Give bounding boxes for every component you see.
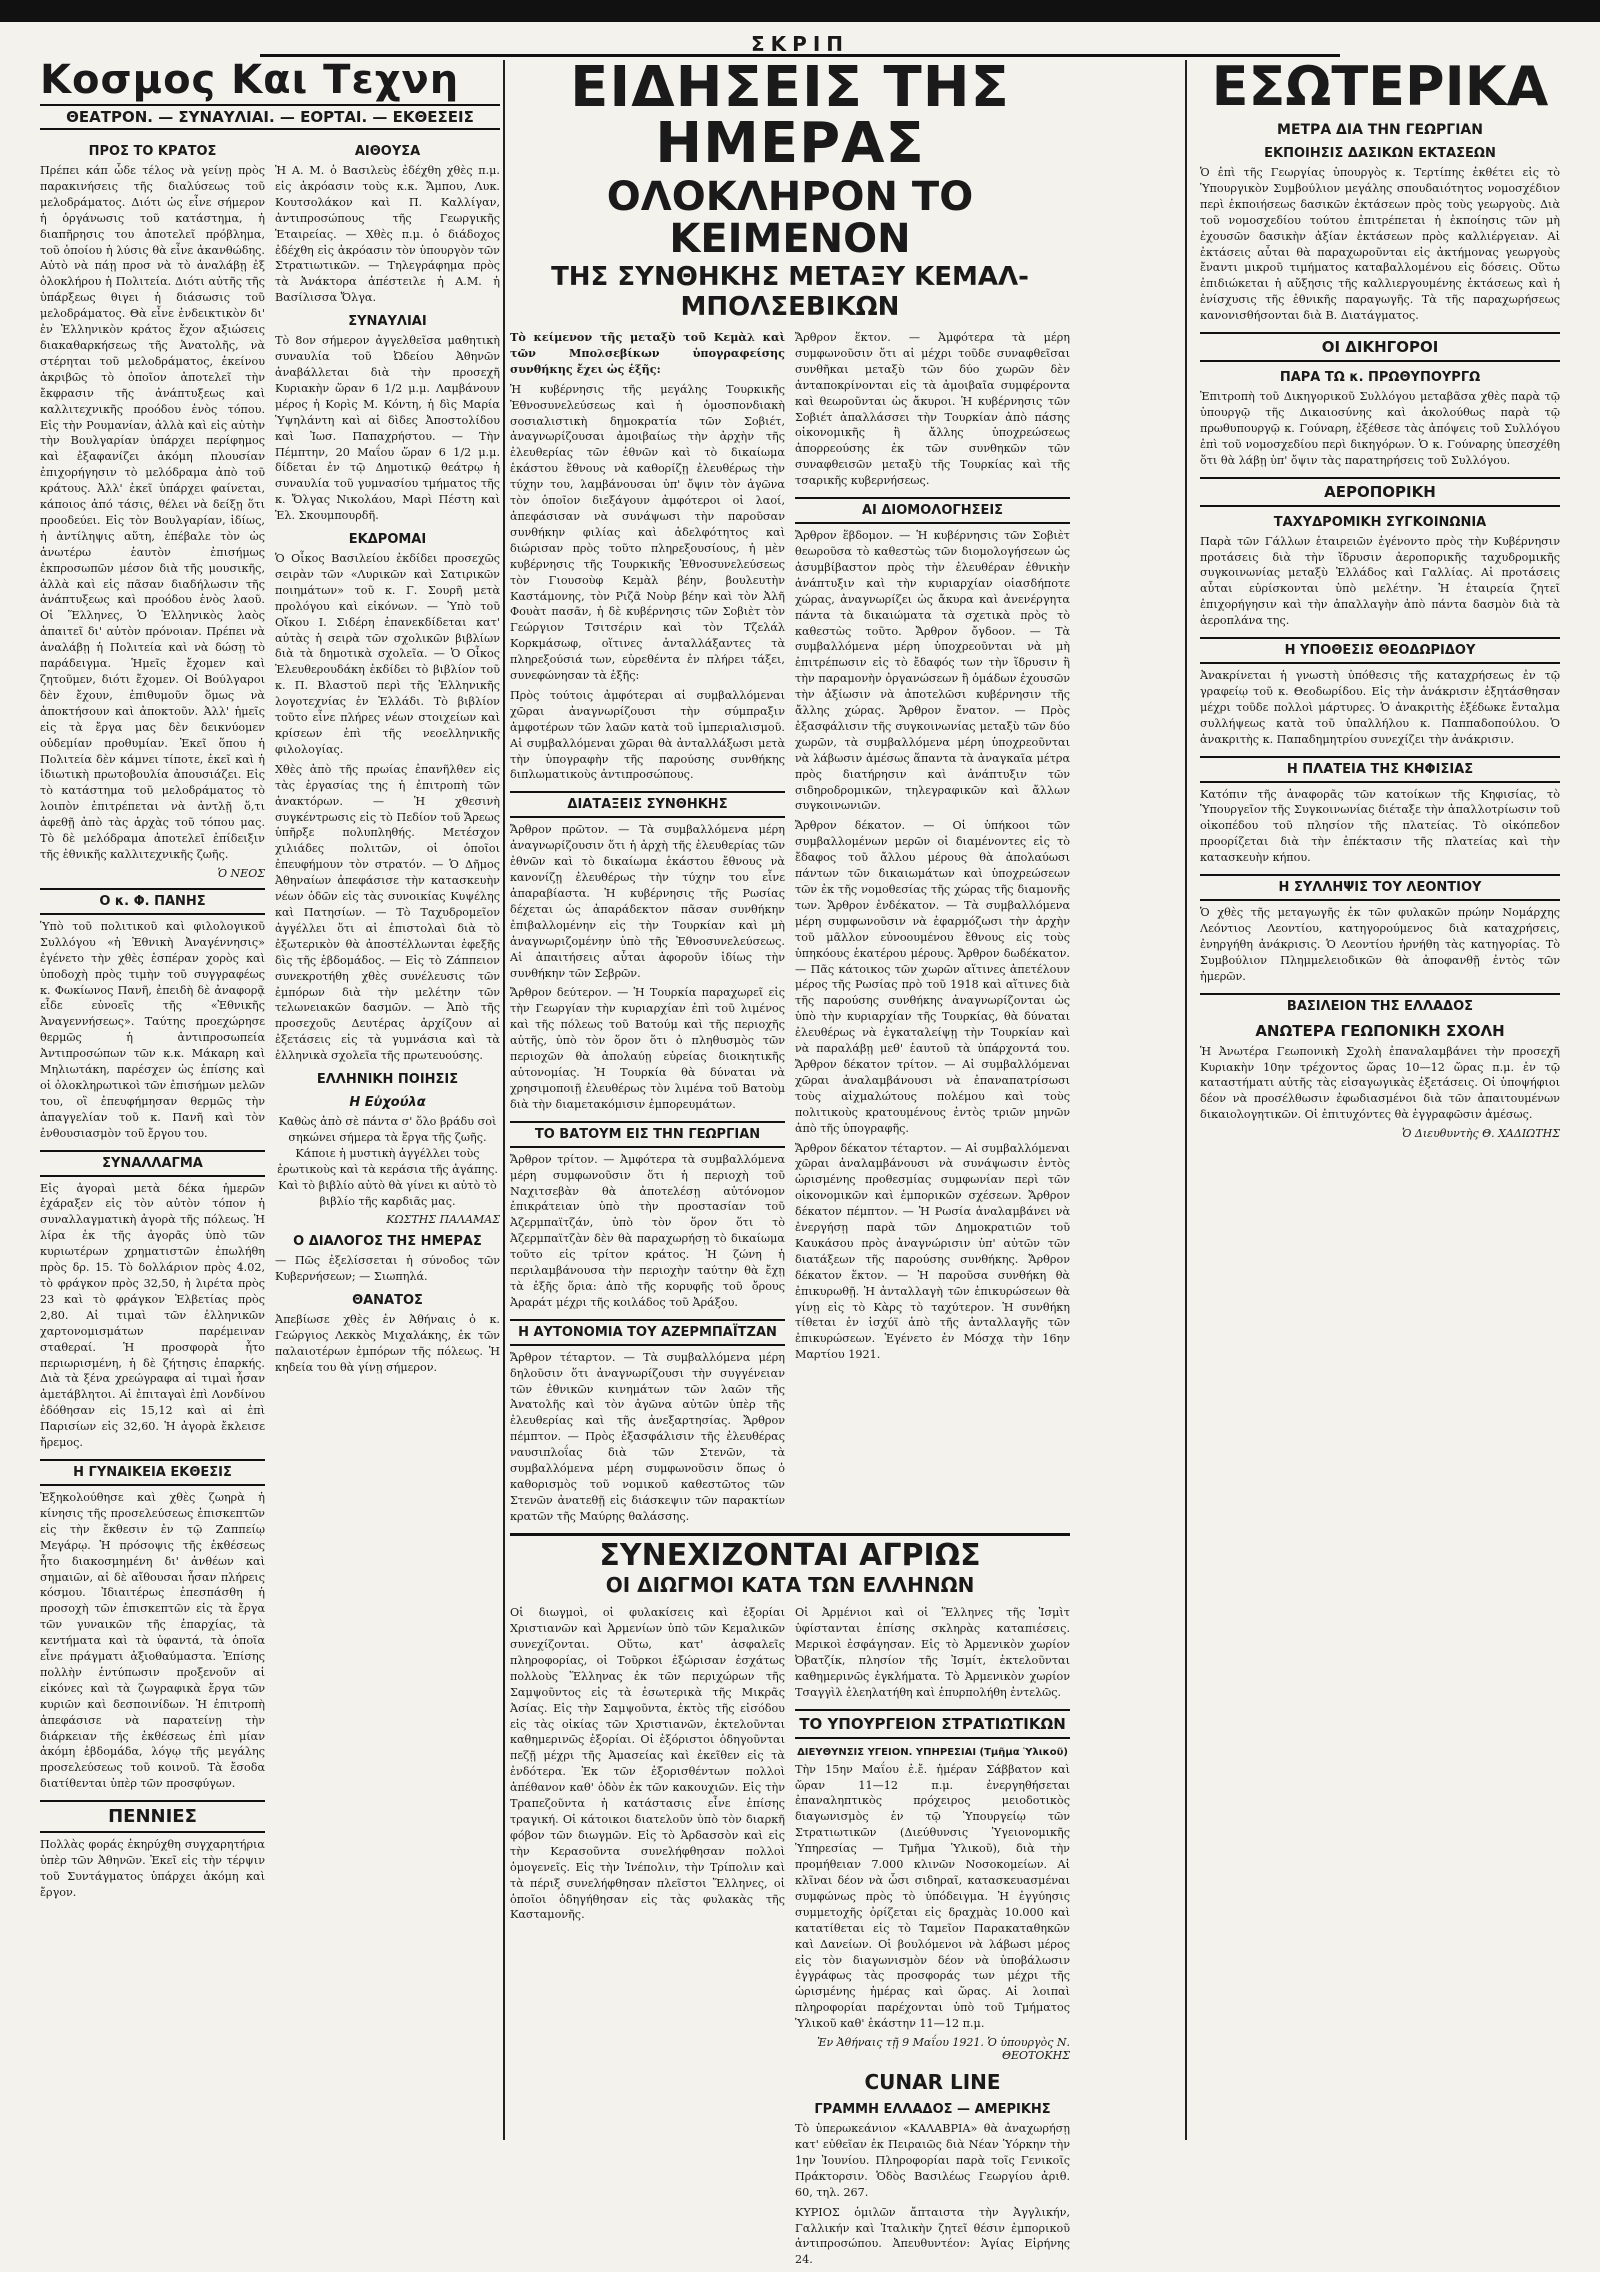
- article-body: Κατόπιν τῆς ἀναφορᾶς τῶν κατοίκων τῆς Κηφισίας, τὸ Ὑπουργεῖον τῆς Συγκοινωνίας διέταξε τὴν ἀπαλλοτρίωσιν τοῦ οἰκοπέδου τοῦ πλησίον τῆς πλατείας. Τὸ οἰκόπεδον προορίζεται διὰ τὴν ἐπέκτασιν τῆς πλατείας καὶ τὴν κατασκευὴν κήπου.: [1200, 787, 1560, 865]
- article-body: Πρὸς τούτοις ἀμφότεραι αἱ συμβαλλόμεναι χῶραι ἀναγνωρίζουσι τὴν σύμπραξιν ἀμφοτέρων τῶν λαῶν κατὰ τοῦ ἱμπεριαλισμοῦ. Αἱ συμβαλλόμεναι χῶραι θὰ ἀνταλλάξωσι μετὰ τὴν ὑπογραφὴν τῆς παρούσης συνθήκης διπλωματικοὺς ἀντιπροσώπους.: [510, 688, 785, 782]
- article-heading: ΔΙΑΤΑΞΕΙΣ ΣΥΝΘΗΚΗΣ: [510, 791, 785, 818]
- article-heading: ΕΚΔΡΟΜΑΙ: [348, 532, 427, 548]
- column-kosmos-kai-techni: [40, 57, 500, 2140]
- article-heading: Ο κ. Φ. ΠΑΝΗΣ: [40, 888, 265, 915]
- signature: Ἐν Ἀθήναις τῇ 9 Μαΐου 1921. Ὁ ὑπουργὸς Ν. ΘΕΟΤΟΚΗΣ: [817, 2036, 1070, 2063]
- article-body: Παρὰ τῶν Γάλλων ἐταιρειῶν ἐγένοντο πρὸς τὴν Κυβέρνησιν προτάσεις διὰ τὴν ἵδρυσιν ἀεροπορικῆς ταχυδρομικῆς συγκοινωνίας μεταξὺ Ἑλλάδος καὶ Γαλλίας. Αἱ προτάσεις αὗται εὑρίσκονται ὑπὸ μελέτην. Ἡ ἑταιρεία ζητεῖ ἐπιχορήγησιν καὶ τὴν ἀπαλλαγὴν ἀπὸ πάντα δασμὸν διὰ τὰ ἀεροπλάνα της.: [1200, 534, 1560, 628]
- column-rule: [1185, 60, 1187, 2140]
- subheadline: ΟΙ ΔΙΩΓΜΟΙ ΚΑΤΑ ΤΩΝ ΕΛΛΗΝΩΝ: [605, 1573, 975, 1598]
- subcolumn-right: [275, 136, 500, 1905]
- article-body: Ὑπὸ τοῦ πολιτικοῦ καὶ φιλολογικοῦ Συλλόγου «ἡ Ἐθνικὴ Ἀναγέννησις» ἐγένετο τὴν χθὲς ἑσπέραν χορὸς καὶ ὑποδοχὴ πρὸς τιμὴν τοῦ συγγραφέως κ. Φωκίωνος Πανῆ, ἐπειδὴ δὲ ἀναφορᾷ εἶδε εὐνοεῖς τῆς «Ἐθνικῆς Ἀναγεννήσεως». Ταύτης προεχώρησε θερμῶς ἡ ἀντιπροσωπεία Ἀντιπροσώπων τῶν κ.κ. Μάκαρη καὶ Μηλιωτάκη, παρέσχεν ὡς ἐπίσης καὶ οἱ ὀλοκληρωτικοὶ τῶν ἐπισήμων μελῶν του, οἳ ἐπευφήμησαν θερμῶς τὴν ἀπαγγελίαν τοῦ κ. Πανῆ καὶ τὸν ἐνθουσιασμὸν τοῦ ἔργου του.: [40, 919, 265, 1140]
- article-body: Ἄρθρον ἕβδομον. — Ἡ κυβέρνησις τῶν Σοβιὲτ θεωροῦσα τὸ καθεστὼς τῶν διομολογήσεων ὡς ἀσυμβίβαστον πρὸς τὴν ἐλευθέραν ἐθνικὴν ἀνάπτυξιν καὶ τὴν κυριαρχίαν οἱασδήποτε χώρας, ἀναγνωρίζει ὡς ἄκυρα καὶ ἀνενέργητα πάντα τὰ δικαιώματα τὰ σχετικὰ πρὸς τὸ καθεστὼς τοῦτο. Ἄρθρον ὄγδοον. — Τὰ συμβαλλόμενα μέρη ὑποχρεοῦνται νὰ μὴ ἐπιτρέπωσιν εἰς τὸ ἔδαφός των τὴν ἵδρυσιν ἢ τὴν παραμονὴν ὀργανώσεων ἢ ὁμάδων ἐχουσῶν τὴν ἀξίωσιν νὰ ἀποτελῶσι κυβέρνησιν τῆς ἄλλης χώρας. Ἄρθρον ἔνατον. — Πρὸς ἐξασφάλισιν τῆς συγκοινωνίας μεταξὺ τῶν δύο χωρῶν, τὰ συμβαλλόμενα μέρη ὑποχρεοῦνται νὰ λάβωσιν ἀμέσως ἅπαντα τὰ ἀναγκαῖα μέτρα πρὸς διατήρησιν καὶ ἀνάπτυξιν τῶν σιδηροδρομικῶν, τηλεγραφικῶν καὶ ἄλλων συγκοινωνιῶν.: [795, 529, 1070, 813]
- article-body: — Πῶς ἐξελίσσεται ἡ σύνοδος τῶν Κυβερνήσεων; — Σιωπηλά.: [275, 1254, 500, 1284]
- column-eidiseis: [510, 55, 1070, 2267]
- article-body: Ἡ Α. Μ. ὁ Βασιλεὺς ἐδέχθη χθὲς π.μ. εἰς ἀκρόασιν τοὺς κ.κ. Ἄμπου, Λυκ. Κουτσολάκον καὶ Π. Καλλίγαν, ἀντιπροσώπους τῆς Γεωργικῆς Ἑταιρείας. — Χθὲς π.μ. ὁ διάδοχος ἐδέχθη εἰς ἀκρόασιν τὸν ὑπουργὸν τῶν Στρατιωτικῶν. — Τηλεγράφημα πρὸς τὰ Ἀνάκτορα ἀπέστειλε ἡ Α.Μ. ἡ Βασίλισσα Ὄλγα.: [275, 164, 500, 305]
- article-heading: ΑΙ ΔΙΟΜΟΛΟΓΗΣΕΙΣ: [795, 497, 1070, 524]
- article-body: Οἱ Ἀρμένιοι καὶ οἱ Ἕλληνες τῆς Ἰσμὶτ ὑφίστανται ἐπίσης σκληρὰς καταπιέσεις. Μερικοὶ ἐσφάγησαν. Εἰς τὸ Ἀρμενικὸν χωρίον Ὀβατζίκ, πλησίον τῆς Ἰσμίτ, ἐκτελοῦνται καθημερινῶς ἐγκλήματα. Τὸ Ἀρμενικὸν χωρίον Τσαγγὶλ ἐλεηλατήθη καὶ ἐπυρπολήθη ἐντελῶς.: [795, 1606, 1070, 1699]
- two-column-block: [510, 330, 1070, 1529]
- article-body: Τὸ 8ον σήμερον ἀγγελθεῖσα μαθητικὴ συναυλία τοῦ Ὠδείου Ἀθηνῶν ἀναβάλλεται διὰ τὴν προσεχῆ Κυριακὴν ὥραν 6 1/2 μ.μ. Λαμβάνουν μέρος ἡ Κορὶς Μ. Κόντη, ἡ δὶς Μαρία Ὑψηλάντη καὶ αἱ δὶδες Ἀποστολίδου καὶ Ἰωσ. Παπαχρήστου. — Τὴν Πέμπτην, 20 Μαΐου ὥραν 6 1/2 μ.μ. δίδεται ἐν τῷ Δημοτικῷ θεάτρῳ ἡ συναυλία τοῦ γυμνασίου τμήματος τῆς κ. Ὄλγας Νικολάου, Μαρὶ Πέστη καὶ Ἑλ. Σκουμπουρδῆ.: [275, 334, 500, 523]
- article-heading: Η ΓΥΝΑΙΚΕΙΑ ΕΚΘΕΣΙΣ: [40, 1459, 265, 1486]
- article-heading: Η ΥΠΟΘΕΣΙΣ ΘΕΟΔΩΡΙΔΟΥ: [1200, 637, 1560, 664]
- article-heading: Η ΣΥΛΛΗΨΙΣ ΤΟΥ ΛΕΟΝΤΙΟΥ: [1200, 874, 1560, 901]
- signature: Ὁ Διευθυντὴς Θ. ΧΑΔΙΩΤΗΣ: [1401, 1127, 1560, 1141]
- advert-title: CUNAR LINE: [864, 2070, 1001, 2095]
- article-body: Τὴν 15ην Μαΐου ἐ.ἔ. ἡμέραν Σάββατον καὶ ὥραν 11—12 π.μ. ἐνεργηθήσεται ἐπαναληπτικὸς πρόχειρος μειοδοτικὸς διαγωνισμὸς ἐν τῷ Ὑπουργείῳ τῶν Στρατιωτικῶν (Διεύθυνσις Ὑγειονομικῆς Ὑπηρεσίας — Τμῆμα Ὑλικοῦ), διὰ τὴν προμήθειαν 7.000 κλινῶν Νοσοκομείων. Αἱ κλῖναι δέον νὰ ὦσι σιδηραῖ, κατασκευασμέναι συμφώνως πρὸς τὸ ὑπόδειγμα. Ἡ ἐγγύησις συμμετοχῆς ὁρίζεται εἰς δραχμὰς 10.000 καὶ κατατίθεται εἰς τὸ Ταμεῖον Παρακαταθηκῶν καὶ Δανείων. Οἱ βουλόμενοι νὰ λάβωσι μέρος εἰς τὸν διαγωνισμὸν δέον νὰ ὑποβάλωσιν ἐγγράφως τὰς προσφοράς των μέχρι τῆς ὡρισμένης ἡμέρας καὶ ὥρας. Αἱ λοιπαὶ πληροφορίαι παρέχονται ὑπὸ τοῦ Τμήματος Ὑλικοῦ καθ' ἑκάστην 11—12 π.μ.: [795, 1762, 1070, 2031]
- article-heading: Η ΠΛΑΤΕΙΑ ΤΗΣ ΚΗΦΙΣΙΑΣ: [1200, 756, 1560, 783]
- article-body: Ἀπεβίωσε χθὲς ἐν Ἀθήναις ὁ κ. Γεώργιος Λεκκὸς Μιχαλάκης, ἐκ τῶν παλαιοτέρων ἐμπόρων τῆς πόλεως. Ἡ κηδεία του θὰ γίνῃ σήμερον.: [275, 1313, 500, 1374]
- article-heading: ΕΛΛΗΝΙΚΗ ΠΟΙΗΣΙΣ: [316, 1072, 459, 1088]
- article-body: Ἡ κυβέρνησις τῆς μεγάλης Τουρκικῆς Ἐθνοσυνελεύσεως καὶ ἡ ὁμοσπονδιακὴ σοσιαλιστικὴ δημοκρατία τῶν Σοβιέτ, ἀναγνωρίζουσαι ἀμοιβαίως τὴν ἀρχὴν τῆς ἐλευθερίας τῶν ἐθνῶν καὶ τὸ δικαίωμα ἑκάστου ἔθνους νὰ καθορίζῃ ἐλευθέρως τὴν τύχην του, λαμβάνουσαι ὑπ' ὄψιν τὸν ἀγῶνα τὸν ὁποῖον διεξάγουν ἀμφότεροι οἱ λαοί, ἀπεφάσισαν νὰ συνάψωσι τὴν παροῦσαν συνθήκην φιλίας καὶ ἀδελφότητος καὶ διώρισαν πρὸς τοῦτο πληρεξουσίους, ἡ μὲν κυβέρνησις τῆς Τουρκικῆς Ἐθνοσυνελεύσεως τὸν Γιουσοὺφ Κεμὰλ βέην, βουλευτὴν Καστάμονης, τὸν Ριζᾶ Νοὺρ βέην καὶ τὸν Ἀλῆ Φουὰτ πασᾶν, ἡ δὲ κυβέρνησις τῶν Σοβιὲτ τὸν Γεώργιον Τσιτσέριν καὶ τὸν Τζελάλ Κορκμάσωφ, οἵτινες ἀνταλλάξαντες τὰ πληρεξούσιά των, εὑρεθέντα ἐν πλήρει τάξει, συνεφώνησαν τὰ ἑξῆς:: [510, 382, 785, 683]
- top-black-bar: [0, 0, 1600, 22]
- subcolumn-left: [40, 136, 265, 1905]
- section-title: ΕΙΔΗΣΕΙΣ ΤΗΣ ΗΜΕΡΑΣ: [570, 55, 1010, 176]
- article-heading: ΣΥΝΑΛΛΑΓΜΑ: [40, 1150, 265, 1177]
- article-body: Ἄρθρον τέταρτον. — Τὰ συμβαλλόμενα μέρη δηλοῦσιν ὅτι ἀναγνωρίζουσι τὴν συγγένειαν τῶν ἐθνικῶν κινημάτων τῶν λαῶν τῆς Ἀνατολῆς καὶ τὸν ἀγῶνα αὐτῶν ὑπὲρ τῆς ἐλευθερίας καὶ τῆς ἀνεξαρτησίας. Ἄρθρον πέμπτον. — Πρὸς ἐξασφάλισιν τῆς ἐλευθέρας ναυσιπλοΐας διὰ τῶν Στενῶν, τὰ συμβαλλόμενα μέρη συμφωνοῦσιν ὅπως ὁ καθορισμὸς τοῦ νομικοῦ καθεστῶτος τῶν Στενῶν ἀνατεθῇ εἰς διάσκεψιν τῶν παρακτίων κρατῶν τῆς Μαύρης θαλάσσης.: [510, 1350, 785, 1523]
- article-heading: ΤΟ ΥΠΟΥΡΓΕΙΟΝ ΣΤΡΑΤΙΩΤΙΚΩΝ: [795, 1709, 1070, 1739]
- article-heading: ΘΑΝΑΤΟΣ: [352, 1293, 423, 1309]
- subcolumn-right: [795, 330, 1070, 1529]
- article-heading: ΣΥΝΑΥΛΙΑΙ: [348, 314, 427, 330]
- article-heading: ΟΙ ΔΙΚΗΓΟΡΟΙ: [1200, 332, 1560, 362]
- section-title: Κοσμος Και Τεχνη: [40, 57, 460, 103]
- two-column-block: [40, 136, 500, 1905]
- article-subheading: ΔΙΕΥΘΥΝΣΙΣ ΥΓΕΙΟΝ. ΥΠΗΡΕΣΙΑΙ (Τμῆμα Ὑλικοῦ): [797, 1746, 1068, 1758]
- advert-body: Τὸ ὑπερωκεάνιον «ΚΑΛΑΒΡΙΑ» θὰ ἀναχωρήσῃ κατ' εὐθεῖαν ἐκ Πειραιῶς διὰ Νέαν Ὑόρκην τὴν 1ην Ἰουνίου. Πληροφορίαι παρὰ τοῖς Γενικοῖς Πράκτορσιν. Ὁδὸς Βασιλέως Γεωργίου ἀριθ. 60, τηλ. 267.: [795, 2122, 1070, 2199]
- article-heading: ΑΙΘΟΥΣΑ: [354, 144, 421, 159]
- article-body: Ἐξηκολούθησε καὶ χθὲς ζωηρὰ ἡ κίνησις τῆς προσελεύσεως ἐπισκεπτῶν εἰς τὴν ἔκθεσιν ἐν τῷ Ζαππείῳ Μεγάρῳ. Ἡ πρόσοψις τῆς ἐκθέσεως ἦτο διακοσμημένη δι' ἀνθέων καὶ σημαιῶν, αἱ δὲ αἴθουσαι ἦσαν πλήρεις κόσμου. Ἰδιαιτέρως ἐπεσπάσθη ἡ προσοχὴ τῶν ἐπισκεπτῶν εἰς τὰ ἔργα τῶν γυναικῶν τῆς ἐπαρχίας, τὰ κεντήματα καὶ τὰ ὑφαντά, τὰ ὁποῖα εἶνε πράγματι ἀξιοθαύμαστα. Ἐπίσης πολλὴν ἐντύπωσιν προξενοῦν αἱ εἰκόνες καὶ τὰ ζωγραφικὰ ἔργα τῶν κυριῶν καὶ δεσποινίδων. Ἡ ἐπιτροπὴ ἀπεφάσισε νὰ παρατείνῃ τὴν διάρκειαν τῆς ἐκθέσεως ἐπὶ μίαν ἀκόμη ἑβδομάδα, λόγῳ τῆς μεγάλης προσελεύσεως τοῦ κοινοῦ. Τὰ ἔσοδα διατίθενται ὑπὲρ τῶν προσφύγων.: [40, 1490, 265, 1791]
- subcolumn-left: [510, 1605, 785, 2272]
- article-body: Ἄρθρον δεύτερον. — Ἡ Τουρκία παραχωρεῖ εἰς τὴν Γεωργίαν τὴν κυριαρχίαν ἐπὶ τοῦ λιμένος καὶ τῆς πόλεως τοῦ Βατούμ καὶ τῆς περιοχῆς αὐτῆς, ὑπὸ τὸν ὅρον ὅτι ὁ πληθυσμὸς τῶν περιοχῶν θὰ ἀπολαύῃ εὐρείας διοικητικῆς αὐτονομίας. Ἡ Τουρκία θὰ δύναται νὰ χρησιμοποιῇ ἐλευθέρως τὸν λιμένα τοῦ Βατοὺμ διὰ τὴν διαμετακόμισιν ἐμπορευμάτων.: [510, 986, 785, 1111]
- masthead: ΣΚΡΙΠ: [260, 32, 1340, 57]
- article-body: Ἀνακρίνεται ἡ γνωστὴ ὑπόθεσις τῆς καταχρήσεως ἐν τῷ γραφείῳ τοῦ κ. Θεοδωρίδου. Εἰς τὴν ἀνάκρισιν ἐξητάσθησαν μέχρι τοῦδε πολλοὶ μάρτυρες. Ὁ ἀνακριτὴς ἐξέδωκε ἔνταλμα συλλήψεως κατὰ τοῦ ὑπαλλήλου κ. Παππαδοπούλου. Ὁ ἀνακριτὴς κ. Παπαδημητρίου συνεχίζει τὴν ἀνάκρισιν.: [1200, 669, 1560, 746]
- article-body: Ὁ ἐπὶ τῆς Γεωργίας ὑπουργὸς κ. Τερτίπης ἐκθέτει εἰς τὸ Ὑπουργικὸν Συμβούλιον μεγάλης σπουδαιότητος νομοσχέδιον περὶ ἐκποιήσεως δασικῶν ἐκτάσεων πρὸς τοὺς γεωργοὺς. Διὰ τοῦ νομοσχεδίου τούτου ἐπιτρέπεται ἡ ἐκποίησις τῶν μὴ ἐχουσῶν δασικὴν ἀξίαν ἐκτάσεων πρὸς καλλιέργειαν. Αἱ ἐκτάσεις αὗται θὰ παραχωροῦνται εἰς ἀκτήμονας γεωργοὺς ἔναντι μικροῦ τιμήματος καταβαλλομένου εἰς δόσεις. Οὕτω ἐπιδιώκεται ἡ αὔξησις τῆς καλλιεργουμένης ἐκτάσεως καὶ ἡ ἐνίσχυσις τῆς ἐθνικῆς παραγωγῆς. Τὰ τῆς παραχωρήσεως κανονισθήσονται διὰ Β. Διατάγματος.: [1200, 166, 1560, 323]
- article-body: Ὁ Οἶκος Βασιλείου ἐκδίδει προσεχῶς σειρὰν τῶν «Λυρικῶν καὶ Σατιρικῶν ποιημάτων» τοῦ κ. Γ. Σουρῆ μετὰ προλόγου καὶ εἰκόνων. — Ὑπὸ τοῦ Οἴκου Ι. Σιδέρη ἐπανεκδίδεται κατ' αὐτὰς ἡ σειρὰ τῶν σχολικῶν βιβλίων διὰ τὰ δημοτικὰ σχολεῖα. — Ὁ Οἶκος Ἐλευθερουδάκη ἐκδίδει τὸ βιβλίον τοῦ κ. Π. Βλαστοῦ περὶ τῆς Ἑλληνικῆς λογοτεχνίας ἐν Ἑλλάδι. Τὸ βιβλίον τοῦτο εἶνε πλήρες νέων στοιχείων καὶ κρίσεων ἐπὶ τῆς νεοελληνικῆς φιλολογίας.: [275, 552, 500, 756]
- article-body: Ἄρθρον δέκατον. — Οἱ ὑπήκοοι τῶν συμβαλλομένων μερῶν οἱ διαμένοντες εἰς τὸ ἔδαφος τοῦ ἄλλου μέρους θὰ ἀπολαύωσι πάντων τῶν δικαιωμάτων καὶ ὑποχρεώσεων τῶν ἐκ τῆς νομοθεσίας τῆς χώρας τῆς διαμονῆς των. Ἄρθρον ἑνδέκατον. — Τὰ συμβαλλόμενα μέρη συμφωνοῦσιν νὰ ἐφαρμόζωσι τὴν ἀρχὴν τοῦ μᾶλλον εὐνοουμένου ἔθνους εἰς τοὺς ὑπηκόους ἑκατέρου μέρους. Ἄρθρον δωδέκατον. — Πᾶς κάτοικος τῶν χωρῶν αἵτινες ἀπετέλουν μέρος τῆς Ρωσίας πρὸ τοῦ 1918 καὶ αἵτινες διὰ τῆς παρούσης συνθήκης ἀναγνωρίζονται ὡς ὑπὸ τὴν κυριαρχίαν τῆς Τουρκίας, θὰ δύναται ἐλευθέρως νὰ ἐγκαταλείψῃ τὴν Τουρκίαν καὶ νὰ παραλάβῃ μεθ' ἑαυτοῦ τὰ ὑπάρχοντά του. Ἄρθρον δέκατον τρίτον. — Αἱ συμβαλλόμεναι χῶραι ἀναλαμβάνουσι νὰ ἐπαναπατρίσωσι τοὺς αἰχμαλώτους πολέμου καὶ τοὺς πολιτικοὺς κρατουμένους ἐντὸς τριῶν μηνῶν ἀπὸ τῆς ὑπογραφῆς.: [795, 819, 1070, 1135]
- article-heading: ΤΟ ΒΑΤΟΥΜ ΕΙΣ ΤΗΝ ΓΕΩΡΓΙΑΝ: [510, 1121, 785, 1148]
- subcolumn-left: [510, 330, 785, 1529]
- article-body: Ἄρθρον πρῶτον. — Τὰ συμβαλλόμενα μέρη ἀναγνωρίζουσιν ὅτι ἡ ἀρχὴ τῆς ἐλευθερίας τῶν ἐθνῶν καὶ τὸ δικαίωμα ἑκάστου ἔθνους νὰ κανονίζῃ ἐλευθέρως τὴν τύχην του εἶνε ἀπαραβίαστα. Ἡ κυβέρνησις τῆς Ρωσίας δέχεται ὡς ἀπαράδεκτον πᾶσαν συνθήκην ἐπιβαλλομένην εἰς τὴν Τουρκίαν καὶ μὴ ἀναγνωριζομένην ὑπὸ τῆς Ἐθνοσυνελεύσεως. Αἱ ἀπαιτήσεις αὗται ἀφοροῦν ἰδίως τὴν συνθήκην τῶν Σεβρῶν.: [510, 823, 785, 980]
- section-title: ΕΣΩΤΕΡΙΚΑ: [1211, 55, 1549, 118]
- article-heading: Ο ΔΙΑΛΟΓΟΣ ΤΗΣ ΗΜΕΡΑΣ: [293, 1234, 482, 1250]
- article-body: Ὁ χθὲς τῆς μεταγωγῆς ἐκ τῶν φυλακῶν πρώην Νομάρχης Λεόντιος Λεοντίου, κατηγορούμενος διὰ καταχρήσεις, ἐνηργήθη ἀνάκρισις. Ὁ Λεοντίου ἠρνήθη τὰς κατηγορίας. Τὸ Συμβούλιον Πλημμελειοδικῶν θὰ ἀποφανθῇ ἐντὸς τῶν ἡμερῶν.: [1200, 906, 1560, 983]
- column-rule: [503, 60, 505, 2140]
- article-body: Χθὲς ἀπὸ τῆς πρωίας ἐπανῆλθεν εἰς τὰς ἐργασίας της ἡ ἐπιτροπὴ τῶν ἀνακτόρων. — Ἡ χθεσινὴ συγκέντρωσις εἰς τὸ Πεδίον τοῦ Ἄρεως ὑπῆρξε πολυπληθής. Μετέσχον χιλιάδες πολιτῶν, οἱ ὁποῖοι ἐπευφήμουν τὸν στρατόν. — Ὁ Δῆμος Ἀθηναίων ἀπεφάσισε τὴν κατασκευὴν νέων ὁδῶν εἰς τὰς συνοικίας Κυψέλης καὶ Πατησίων. — Τὸ Ταχυδρομεῖον ἀγγέλλει ὅτι αἱ ἐπιστολαὶ διὰ τὸ ἐξωτερικὸν θὰ ἀποστέλλωνται ἐφεξῆς δὶς τῆς ἑβδομάδος. — Εἰς τὸ Ζάππειον συνεκροτήθη χθὲς συνέλευσις τῶν ἐμπόρων διὰ τὴν μελέτην τῶν τελωνειακῶν δασμῶν. — Ἀπὸ τῆς προσεχοῦς Δευτέρας ἀρχίζουν αἱ ἐξετάσεις εἰς τὰ γυμνάσια καὶ τὰ ἑλληνικὰ σχολεῖα τῆς πρωτευούσης.: [275, 762, 500, 1063]
- article-subheading: ΤΑΧΥΔΡΟΜΙΚΗ ΣΥΓΚΟΙΝΩΝΙΑ: [1273, 514, 1487, 530]
- advert-body: ΚΥΡΙΟΣ ὁμιλῶν ἄπταιστα τὴν Ἀγγλικήν, Γαλλικήν καὶ Ἰταλικὴν ζητεῖ θέσιν ἐμπορικοῦ ἀντιπροσώπου. Ἀπευθυντέον: Ἁγίας Εἰρήνης 24.: [795, 2205, 1070, 2267]
- two-column-block: [510, 1605, 1070, 2272]
- article-body: Πρέπει κάπ ὧδε τέλος νὰ γείνῃ πρὸς παρακινήσεις τῆς διαλύσεως τοῦ μελοδράματος. Διότι ὡς εἶνε σήμερον ἡ ὀργάνωσις τοῦ κατάστημα, ἡ διαπῆρησις του ἀποτελεῖ πρόβλημα, τοῦ ὁποίου ἡ λύσις θὰ εἶνε ἀκανθώδης. Αὐτὸ νὰ πάῃ προσ νὰ τὸ ἀναλάβῃ ἐξ ὁλοκλήρου ἡ Πολιτεία. Διότι αὐτῆς τῆς ὑπάρξεως θιγει ἡ διάσωσις τοῦ μελοδράματος. Θὰ εἶνε ἐνδεικτικὸν δι' ἐν Ἑλληνικὸν κράτος ἔχον αξιώσεις διακαθαρκήσεως τῆς Ἀνατολῆς, νὰ στέρηται τοῦ μελοδράματος, ἐκείνου ἀκριβῶς τὸ ὁποῖον ἀποτελεῖ τὴν ἔκφρασιν τῆς ἀνάπτυξεως καὶ καλλιτεχνικῆς προόδου ἑνὸς τόπου. Εἰς τὴν Ρουμανίαν, ἀλλὰ καὶ εἰς αὐτὴν τὴν Βουλγαρίαν ὑπάρχει περίφημος καὶ ἐξαφανίζει ἀκόμη πλουσίαν ἐπιχορήγησιν τὸ μελόδραμα ἀπὸ τοῦ κράτους. Ἀλλ' ἐκεῖ ὑπάρχει φαίνεται, κάποιος ἀπό τάσις, θέλει νὰ δείξῃ ὅτι προοδεύει. Εἰς τὸν Βουλγαρίαν, ἰδίως, ἡ ἀντίληψις αὕτη, ἐπέβαλε τὸν ὡς ἀνωτέρω ἑαυτὸν ἐπισήμως ἐκπροσωπῶν μέσον διὰ τῆς μουσικῆς, ἀλλὰ καὶ εἰς πᾶσαν διαδήλωσιν τῆς ἀνάπτυξεως καὶ προόδου ἑνὸς λαοῦ. Οἱ Ἕλληνες, Ὁ Ἑλληνικὸς λαὸς ἀπαιτεῖ δι' αὐτὸν πρόνοιαν. Πρέπει νὰ ἀναλάβῃ ἡ Πολιτεία καὶ νὰ δώσῃ τὸ παράδειγμα. Ἡμεῖς ἔχομεν καὶ ζητοῦμεν, διότι ἔχομεν. Οἱ Βούλγαροι δὲν ἔχουν, ἐπιθυμοῦν ὅμως νὰ ἀποκτήσουν καὶ ἀποκτοῦν. Ἀλλ' ἡμεῖς εἰς τὰ ἔργα μας δὲν δεικνύομεν οὐδεμίαν προθυμίαν. Ἐκεῖ ὅπου ἡ Πολιτεία δὲν κάμνει τίποτε, ἐκεῖ καὶ ἡ ἰδιωτικὴ πρωτοβουλία ἀπουσιάζει. Εἰς τὸ κατάστημα τοῦ μελοδράματος τὸ λοιπὸν ἐπιτρέπεται νὰ ἀντλῇ ὅ,τι ἀφεθῇ ἀπὸ τὰς ἀρχὰς τοῦ τόπου μας. Τὸ δὲ μελόδραμα ἀποτελεῖ ἐπίδειξιν τῆς ἐθνικῆς καλλιτεχνικῆς ζωῆς.: [40, 164, 265, 861]
- article-heading: ΜΕΤΡΑ ΔΙΑ ΤΗΝ ΓΕΩΡΓΙΑΝ: [1277, 122, 1483, 138]
- column-esoterika: [1200, 55, 1560, 2140]
- poem-title: Η Εὐχούλα: [349, 1095, 426, 1111]
- article-heading: ΑΕΡΟΠΟΡΙΚΗ: [1200, 477, 1560, 507]
- article-heading: Η ΑΥΤΟΝΟΜΙΑ ΤΟΥ ΑΖΕΡΜΠΑΪΤΖΑΝ: [510, 1319, 785, 1346]
- article-body: Ἄρθρον τρίτον. — Ἀμφότερα τὰ συμβαλλόμενα μέρη συμφωνοῦσιν ὅτι ἡ περιοχὴ τοῦ Ναχιτσεβὰν θὰ ἀποτελέσῃ αὐτόνομον ἐπικράτειαν ὑπὸ τὴν προστασίαν τοῦ Ἀζερμπαϊτζάν, ὑπὸ τὸν ὅρον ὅτι τὸ Ἀζερμπαϊτζὰν δὲν θὰ παραχωρήσῃ τὸ δικαίωμα τοῦτο εἰς τρίτον κράτος. Ἡ ζώνη ἡ περιλαμβάνουσα τὴν περιοχὴν ταύτην θὰ ἔχῃ τὰ ἑξῆς ὅρια: ἀπὸ τῆς κορυφῆς τοῦ ὄρους Ἀραράτ μέχρι τῆς κοιλάδος τοῦ Ἀράξου.: [510, 1152, 785, 1309]
- article-body: Ἡ Ἀνωτέρα Γεωπονικὴ Σχολὴ ἐπαναλαμβάνει τὴν προσεχῆ Κυριακὴν 10ην τρέχοντος ὥρας 10—12 ὥρας π.μ. ἐν τῷ καταστήματι αὐτῆς τὰς εἰσαγωγικὰς ἐξετάσεις. Οἱ ὑποψήφιοι δέον νὰ προσέλθωσιν ἐφωδιασμένοι διὰ τῶν ἀπαιτουμένων δικαιολογητικῶν. Οἱ ἐπιτυχόντες θὰ ἐγγραφῶσιν ἀμέσως.: [1200, 1044, 1560, 1122]
- article-subheading: ΕΚΠΟΙΗΣΙΣ ΔΑΣΙΚΩΝ ΕΚΤΑΣΕΩΝ: [1264, 146, 1496, 161]
- section-subtitle: ΘΕΑΤΡΟΝ. — ΣΥΝΑΥΛΙΑΙ. — ΕΟΡΤΑΙ. — ΕΚΘΕΣΕΙΣ: [40, 104, 500, 130]
- article-heading: ΒΑΣΙΛΕΙΟΝ ΤΗΣ ΕΛΛΑΔΟΣ: [1200, 993, 1560, 1014]
- signature: ΚΩΣΤΗΣ ΠΑΛΑΜΑΣ: [386, 1213, 500, 1227]
- subheadline: ΤΗΣ ΣΥΝΘΗΚΗΣ ΜΕΤΑΞΥ ΚΕΜΑΛ-ΜΠΟΛΣΕΒΙΚΩΝ: [551, 262, 1029, 322]
- article-body: Εἰς ἀγοραὶ μετὰ δέκα ἡμερῶν ἐχάραξεν εἰς τὸν αὐτὸν τόπον ἡ συναλλαγματικὴ ἀγορὰ τῆς πόλεως. Ἡ λίρα ἐκ τῆς ἀγορᾶς ὑπὸ τῶν κυριωτέρων χρηματιστῶν ἐπωλήθη πρὸς δρ. 15. Τὸ δολλάριον πρὸς 4.02, τὸ φράγκον πρὸς 32,50, ἡ λιρέτα πρὸς 23 καὶ τὸ φράγκον Ἑλβετίας πρὸς 2,80. Αἱ τιμαὶ τῶν ἑλληνικῶν χαρτονομισμάτων παρέμειναν σταθεραί. Ἡ προσφορὰ ἦτο περιωρισμένη, ἡ δὲ ζήτησις ἐπαρκής. Διὰ τὰ ξένα χρεώγραφα αἱ τιμαὶ ἦσαν ἀμετάβλητοι. Αἱ ἐπιταγαὶ ἐπὶ Λονδίνου ἐδόθησαν εἰς 15,12 καὶ αἱ ἐπὶ Παρισίων εἰς 32,60. Ἡ ἀγορὰ ἔκλεισε ἤρεμος.: [40, 1181, 265, 1450]
- article-heading: ΠΕΝΝΙΕΣ: [40, 1800, 265, 1833]
- article-heading: ΑΝΩΤΕΡΑ ΓΕΩΠΟΝΙΚΗ ΣΧΟΛΗ: [1255, 1021, 1505, 1040]
- poem-body: Καθὼς ἀπὸ σὲ πάντα σ' ὅλο βράδυ σοὶ σηκώνει σήμερα τὰ ἔργα τῆς ζωῆς. Κάποιε ἡ μυστικὴ ἀγγέλλει τοὺς ἐρωτικοὺς καὶ τὰ κεράσια τῆς ἀγάπης. Καὶ τὸ βιβλίο αὐτὸ θὰ γίνει κι αὐτὸ τὸ βιβλίο τῆς καρδιᾶς μας.: [277, 1115, 498, 1208]
- signature: Ὁ ΝΕΟΣ: [217, 866, 265, 880]
- article-subheading: ΠΑΡΑ ΤΩ κ. ΠΡΩΘΥΠΟΥΡΓΩ: [1279, 370, 1481, 386]
- advert-subtitle: ΓΡΑΜΜΗ ΕΛΛΑΔΟΣ — ΑΜΕΡΙΚΗΣ: [814, 2102, 1051, 2118]
- headline: ΟΛΟΚΛΗΡΟΝ ΤΟ ΚΕΙΜΕΝΟΝ: [606, 174, 974, 262]
- subcolumn-right: [795, 1605, 1070, 2272]
- headline: ΣΥΝΕΧΙΖΟΝΤΑΙ ΑΓΡΙΩΣ: [510, 1533, 1070, 1572]
- article-body: Ἄρθρον ἕκτον. — Ἀμφότερα τὰ μέρη συμφωνοῦσιν ὅτι αἱ μέχρι τοῦδε συναφθεῖσαι συνθῆκαι μεταξὺ τῶν δύο χωρῶν δὲν ἀνταποκρίνονται εἰς τὰ ἀμοιβαῖα συμφέροντα καὶ θεωροῦνται ὡς ἄκυροι. Ἡ κυβέρνησις τῶν Σοβιέτ ἀπαλλάσσει τὴν Τουρκίαν ἀπὸ πάσης οἰκονομικῆς ἢ ἄλλης ὑποχρεώσεως ἀπορρεούσης ἐκ τῶν συνθηκῶν τῶν συναφθεισῶν μεταξὺ τῆς Τουρκίας καὶ τῆς τσαρικῆς κυβερνήσεως.: [795, 331, 1070, 488]
- lead-paragraph: Τὸ κείμενον τῆς μεταξὺ τοῦ Κεμὰλ καὶ τῶν Μπολσεβίκων ὑπογραφείσης συνθήκης ἔχει ὡς ἑξῆς:: [510, 330, 785, 376]
- article-body: Ἄρθρον δέκατον τέταρτον. — Αἱ συμβαλλόμεναι χῶραι ἀναλαμβάνουσι νὰ συνάψωσιν ἐντὸς ὡρισμένης προθεσμίας συμφωνίαν περὶ τῶν οἰκονομικῶν καὶ ἐμπορικῶν σχέσεων. Ἄρθρον δέκατον πέμπτον. — Ἡ Ρωσία ἀναλαμβάνει νὰ ἐνεργήσῃ παρὰ τῶν Δημοκρατιῶν τοῦ Καυκάσου πρὸς ἀναγνώρισιν ὑπ' αὐτῶν τῶν διατάξεων τῆς παρούσης συνθήκης. Ἄρθρον δέκατον ἕκτον. — Ἡ παροῦσα συνθήκη θὰ ἐπικυρωθῇ. Ἡ ἀνταλλαγὴ τῶν ἐπικυρώσεων θὰ γίνῃ εἰς τὸ Κὰρς τὸ ταχύτερον. Ἡ συνθήκη τίθεται ἐν ἰσχύϊ ἀπὸ τῆς ἀνταλλαγῆς τῶν ἐπικυρώσεων. Ἐγένετο ἐν Μόσχᾳ τὴν 16ην Μαρτίου 1921.: [795, 1141, 1070, 1362]
- article-body: Πολλὰς φοράς ἐκηρύχθη συγχαρητήρια ὑπὲρ τῶν Ἀθηνῶν. Ἐκεῖ εἰς τὴν τέρψιν τοῦ Συντάγματος ὑπάρχει ἀκόμη καὶ ἔργον.: [40, 1838, 265, 1899]
- article-heading: ΠΡΟΣ ΤΟ ΚΡΑΤΟΣ: [88, 144, 217, 159]
- article-body: Ἐπιτροπὴ τοῦ Δικηγορικοῦ Συλλόγου μεταβᾶσα χθὲς παρὰ τῷ ὑπουργῷ τῆς Δικαιοσύνης καὶ ἀκολούθως παρὰ τῷ πρωθυπουργῷ κ. Γούναρη, ἐξέθεσε τὰς ἀπόψεις τοῦ Συλλόγου ἐπὶ τοῦ νομοσχεδίου περὶ δικηγόρων. Ὁ κ. Γούναρης ὑπεσχέθη ὅτι θὰ λάβῃ ὑπ' ὄψιν τὰς παρατηρήσεις τοῦ Συλλόγου.: [1200, 390, 1560, 467]
- article-body: Οἱ διωγμοὶ, οἱ φυλακίσεις καὶ ἐξορίαι Χριστιανῶν καὶ Ἀρμενίων ὑπὸ τῶν Κεμαλικῶν συνεχίζονται. Οὕτω, κατ' ἀσφαλεῖς πληροφορίας, οἱ Τοῦρκοι ἐξώρισαν ἐσχάτως πολλοὺς Ἕλληνας ἐκ τῶν περιχώρων τῆς Σαμψοῦντος εἰς τὰ ἐσωτερικὰ τῆς Μικρᾶς Ἀσίας. Εἰς τὴν Σαμψοῦντα, ἐκτὸς τῆς εἰσόδου εἰς τὰς οἰκίας τῶν Χριστιανῶν, ἐκτελοῦνται καθημερινῶς ἐξορίαι. Οἱ ἐξόριστοι ὁδηγοῦνται πεζῇ μέχρι τῆς Ἀμασείας καὶ ἐκεῖθεν εἰς τὰ ἐνδότερα. Ἐκ τῶν ἐξορισθέντων πολλοὶ ἀπέθανον καθ' ὁδὸν ἐκ τῶν κακουχιῶν. Εἰς τὴν Τραπεζοῦντα ἡ κατάστασις εἶνε ἐπίσης τραγική. Οἱ κάτοικοι διατελοῦν ὑπὸ τὸν διαρκῆ φόβον τῶν διωγμῶν. Εἰς τὸ Ἀρδασσὸν καὶ εἰς τὴν Κερασοῦντα συνελήφθησαν πολλοὶ ὁμογενεῖς. Εἰς τὴν Ἰνέπολιν, τὴν Τρίπολιν καὶ τὰ πέριξ συνελήφθησαν πλεῖστοι Ἕλληνες, οἱ ὁποῖοι ὁδηγήθησαν εἰς τὰς φυλακὰς τῆς Κασταμονῆς.: [510, 1606, 785, 1922]
